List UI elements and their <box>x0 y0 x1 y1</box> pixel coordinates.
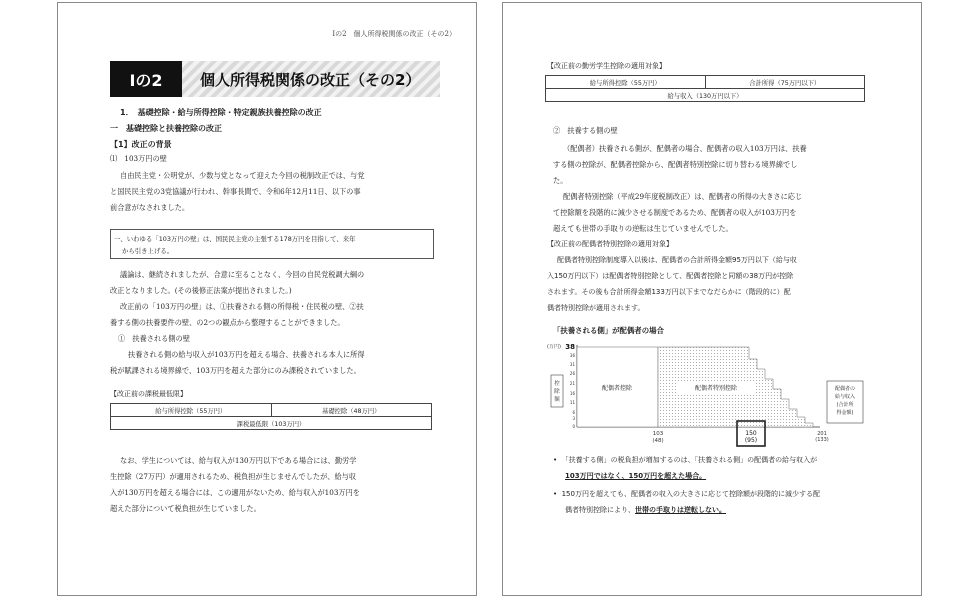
right-para-1-line-4: 配偶者特別控除（平成29年度税制改正）は、配偶者の所得の大きさに応じ <box>563 192 803 201</box>
right-para-1-line-5: て控除額を段階的に減少させる制度であるため、配偶者の収入が103万円を <box>553 208 797 217</box>
bullet-2-line-2 <box>565 505 726 515</box>
table2-cell-salary-income: 給与収入（130万円以下） <box>546 89 865 102</box>
x-tick-95: (95) <box>744 437 758 444</box>
para-1-line-1: 自由民主党・公明党が、少数与党となって迎えた今回の税制改正では、与党 <box>120 171 365 180</box>
right-para-2-line-2: 入150万円以下）は配偶者特別控除として、配偶者控除と同額の38万円が控除 <box>547 272 794 280</box>
y-tick-38: 38 <box>565 343 575 351</box>
heading-sub: 一 基礎控除と扶養控除の改正 <box>110 124 222 133</box>
right-para-1-line-1: （配偶者）扶養される側が、配偶者の場合、配偶者の収入103万円は、扶養 <box>563 144 807 153</box>
heading-103-wall: ⑴ 103万円の壁 <box>110 154 167 163</box>
right-para-2-line-1: 配偶者特別控除制度導入以後は、配偶者の合計所得金額95万円以下（給与収 <box>557 256 797 264</box>
para-3-line-4: 超えた部分について税負担が生じていました。 <box>110 504 261 513</box>
right-page <box>502 2 922 596</box>
para-3-line-2: 生控除（27万円）が適用されるため、税負担が生じませんでしたが、給与収 <box>110 472 357 481</box>
x-tick-150: 150 <box>745 430 757 437</box>
bullet-1-line-1: • 「扶養する側」の税負担が増加するのは、「扶養される側」の配偶者の給与収入が <box>553 456 818 464</box>
bullet-2-line-1: • 150万円を超えても、配偶者の収入の大きさに応じて控除額が段階的に減少する配 <box>553 490 820 498</box>
para-3-line-3: 入が130万円を超える場合には、この適用がないため、給与収入が103万円を <box>110 488 360 497</box>
y-tick-31: 31 <box>569 362 575 367</box>
para-2-line-3: 改正前の「103万円の壁」は、①扶養される側の所得税・住民税の壁、②扶 <box>120 302 364 311</box>
bullet-1-line-2: 103万円ではなく、150万円を超えた場合。 <box>565 472 707 480</box>
table-minimum-taxable <box>110 403 432 430</box>
y-tick-6: 6 <box>572 410 575 415</box>
para-1-line-2: と国民民主党の3党協議が行われ、幹事長間で、令和6年12月11日、以下の事 <box>110 187 361 196</box>
section-title: 個人所得税関係の改正（その2） <box>200 71 421 89</box>
table1-cell-basic-deduction: 基礎控除（48万円） <box>271 404 432 417</box>
para-2-line-2: 改正となりました。(その後修正法案が提出されました。) <box>110 286 292 295</box>
y-tick-21: 21 <box>569 381 575 386</box>
y-label-1: 控 <box>554 381 560 387</box>
spouse-deduction-chart <box>545 337 865 449</box>
right-para-1-line-6: 超えても世帯の手取りの逆転は生じていませんでした。 <box>553 224 733 233</box>
table1-cell-total: 課税最低限（103万円） <box>111 417 432 430</box>
y-tick-0: 0 <box>572 424 575 429</box>
x-tick-201: 201 <box>817 431 827 437</box>
x-tick-103: 103 <box>652 431 664 437</box>
x-label-line-2: 給与収入 <box>834 394 856 400</box>
right-para-1-line-3: た。 <box>553 176 568 185</box>
y-tick-3: 3 <box>572 416 575 421</box>
right-para-2-line-3: されます。その後も合計所得金額133万円以下までなだらかに（階段的に）配 <box>547 288 791 296</box>
para-2-line-7: 税が賦課される境界線で、103万円を超えた部分にのみ課税されていました。 <box>110 366 361 375</box>
table2-heading: 【改正前の勤労学生控除の適用対象】 <box>547 62 666 70</box>
y-tick-26: 26 <box>569 371 575 376</box>
para-2-line-4: 養する側の扶養要件の壁、の2つの観点から整理することができました。 <box>110 318 345 327</box>
para-1-line-3: 前合意がなされました。 <box>110 203 190 212</box>
agreement-line-2: から引き上げる。 <box>122 247 174 255</box>
bullet-2-pre: 偶者特別控除により、 <box>565 506 635 514</box>
table1-cell-salary-deduction: 給与所得控除（55万円） <box>111 404 272 417</box>
region-label-special: 配偶者特別控除 <box>694 385 738 392</box>
region-label-spouse: 配偶者控除 <box>601 385 633 392</box>
spouse-special-heading: 【改正前の配偶者特別控除の適用対象】 <box>547 240 673 248</box>
chart-title: 「扶養される側」が配偶者の場合 <box>553 326 664 335</box>
left-page <box>57 2 477 596</box>
y-label-3: 額 <box>554 397 560 403</box>
running-header: Ⅰの2 個人所得税関係の改正（その2） <box>332 30 456 38</box>
y-label-2: 除 <box>554 389 560 395</box>
x-label-line-4: 得金額) <box>836 410 854 416</box>
bullet-2-emphasis: 世帯の手取りは逆転しない。 <box>635 506 726 514</box>
heading-background: 【1】改正の背景 <box>110 140 172 149</box>
para-2-line-6: 扶養される側の給与収入が103万円を超える場合、扶養される本人に所得 <box>128 350 365 359</box>
right-para-1-line-2: する側の控除が、配偶者控除から、配偶者特別控除に切り替わる境界線でし <box>553 160 798 169</box>
section-number: Ⅰの2 <box>110 61 182 97</box>
x-label-line-3: (合計所 <box>836 402 854 408</box>
chart-unit-label: (万円) <box>547 344 561 350</box>
x-label-line-1: 配偶者の <box>834 386 856 392</box>
table-working-student <box>545 75 865 102</box>
para-3-line-1: なお、学生については、給与収入が130万円以下である場合には、勤労学 <box>120 456 357 465</box>
bullet-2-text: 150万円を超えても、配偶者の収入の大きさに応じて控除額が段階的に減少する配 <box>561 490 820 498</box>
bullet-1-text: 「扶養する側」の税負担が増加するのは、「扶養される側」の配偶者の給与収入が <box>561 456 818 464</box>
heading-spouse-wall: ② 扶養する側の壁 <box>553 126 618 135</box>
x-tick-133: (133) <box>815 437 829 443</box>
table1-heading: 【改正前の課税最低限】 <box>110 390 187 398</box>
table2-cell-total-income: 合計所得（75万円以下） <box>705 76 865 89</box>
agreement-line-1: 一、いわゆる「103万円の壁」は、国民民主党の主張する178万円を目指して、来年 <box>114 235 356 243</box>
para-2-line-5: ① 扶養される側の壁 <box>118 334 190 343</box>
y-tick-16: 16 <box>569 391 575 396</box>
right-para-2-line-4: 偶者特別控除が適用されます。 <box>547 304 645 312</box>
x-tick-48: (48) <box>652 438 664 444</box>
y-tick-11: 11 <box>569 400 575 405</box>
table2-cell-salary-deduction: 給与所得控除（55万円） <box>546 76 706 89</box>
heading-main: 1． 基礎控除・給与所得控除・特定親族扶養控除の改正 <box>120 108 322 117</box>
para-2-line-1: 議論は、継続されましたが、合意に至ることなく、今回の自民党税調大綱の <box>120 270 365 279</box>
y-tick-36: 36 <box>569 353 575 358</box>
